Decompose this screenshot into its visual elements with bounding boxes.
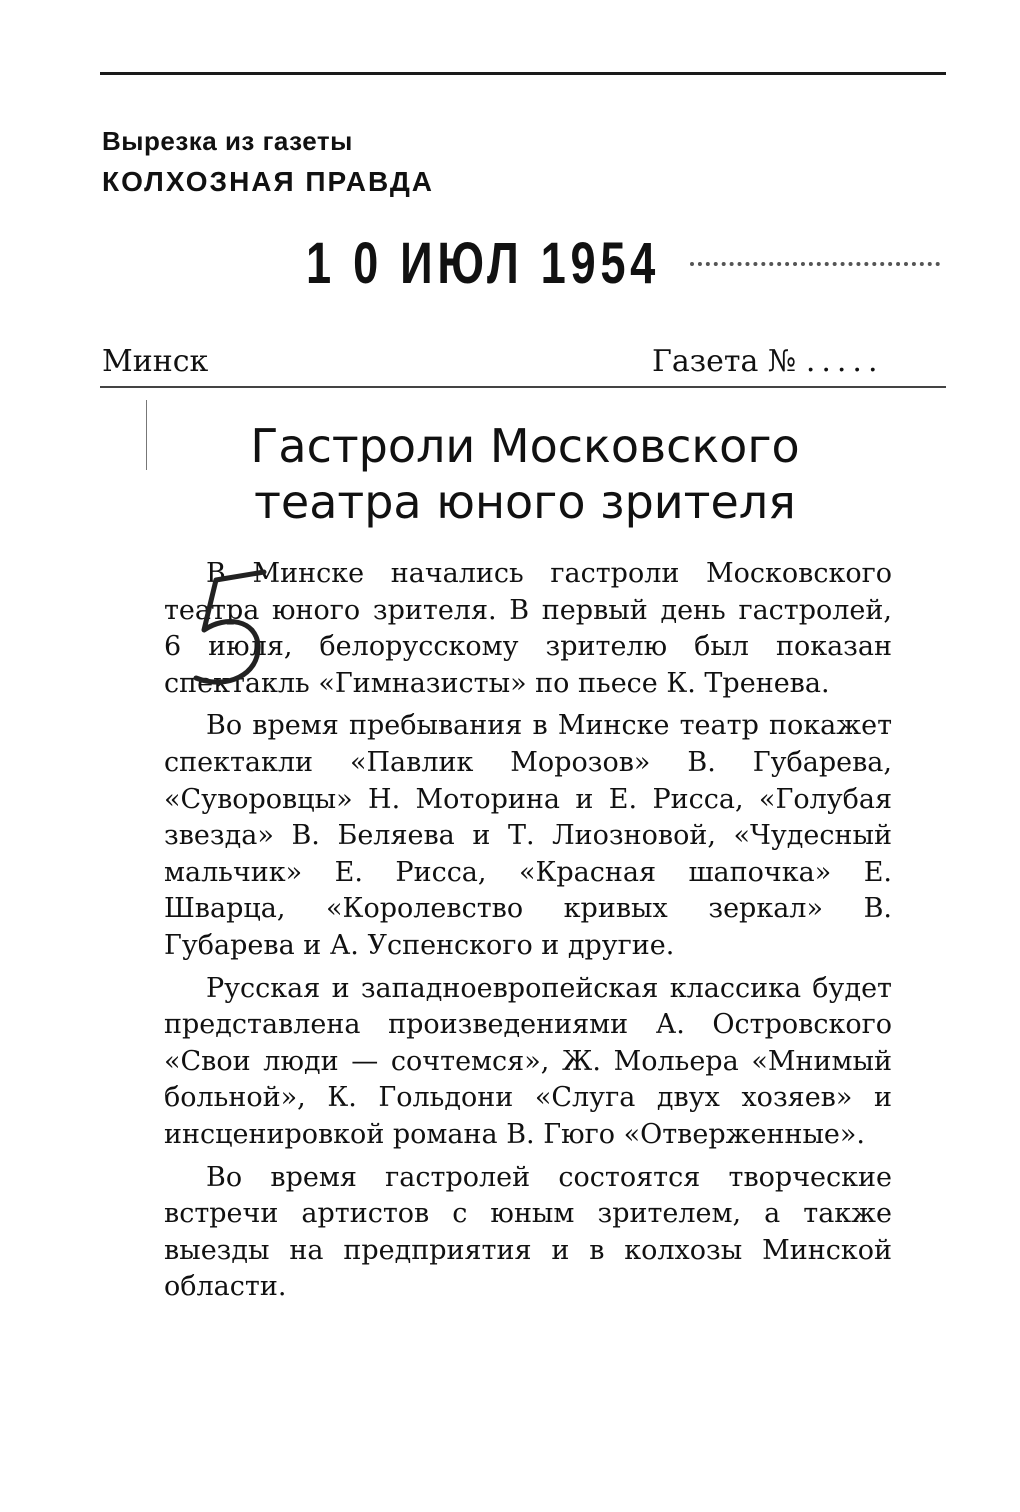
article-paragraph-2: Во время пребывания в Минске театр покажет спектакли «Павлик Морозов» В. Губарева, «Суворовцы» Н. Моторина и Е. Рисса, «Голубая звезда» В. Беляева и Т. Лиозновой, «Чудесный мальчик» Е. Рисса, «Красная шапочка» Е. Шварца, «Королевство кривых зеркал» В. Губарева и А. Успенского и другие. [164,710,892,961]
gazette-number-dots: ..... [805,344,884,379]
article-headline [160,418,890,530]
clipping-label: Вырезка из газеты [102,126,353,156]
date-stamp: 1 0 ИЮЛ 1954 [306,231,661,296]
article-paragraph-4: Во время гастролей состоятся творческие встречи артистов с юным зрителем, а также выезды на предприятия и в колхозы Минской области. [164,1161,892,1303]
handwritten-number-mark [186,560,276,710]
stamp-dotted-line [690,262,940,266]
headline-line-2: театра юного зрителя [254,475,796,529]
article-paragraph-3: Русская и западноевропейская классика будет представлена произведениями А. Островского «Свои люди — сочтемся», Ж. Мольера «Мнимый больной», К. Гольдони «Слуга двух хозяев» и инсценировкой романа В. Гюго «Отверженные». [164,972,892,1150]
margin-line [146,400,147,470]
gazette-number [652,344,884,380]
headline-line-1: Гастроли Московского [250,419,800,473]
article-paragraph-1: В Минске начались гастроли Московского театра юного зрителя. В первый день гастролей, 6 июля, белорусскому зрителю был показан спектакль «Гимназисты» по пьесе К. Тренева. [164,558,892,699]
newspaper-name: КОЛХОЗНАЯ ПРАВДА [102,166,435,197]
city-label: Минск [102,344,209,379]
gazette-number-label: Газета № [652,344,797,379]
header-bottom-rule [100,386,946,388]
top-rule [100,72,946,75]
